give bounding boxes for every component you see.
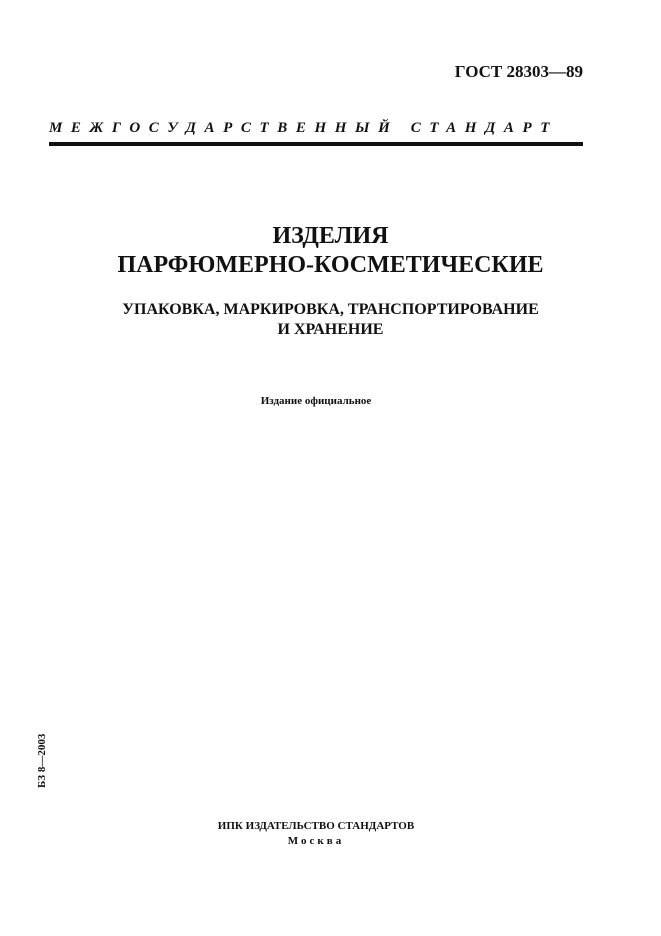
title-line-1: ИЗДЕЛИЯ — [272, 223, 389, 249]
publisher-city: Москва — [287, 835, 345, 847]
header-rule — [49, 142, 583, 146]
side-code: БЗ 8—2003 — [36, 733, 48, 788]
title-line-2: ПАРФЮМЕРНО-КОСМЕТИЧЕСКИЕ — [117, 252, 544, 278]
subtitle-line-2: И ХРАНЕНИЕ — [277, 321, 384, 338]
document-subtitle — [0, 300, 661, 340]
publisher-name: ИПК ИЗДАТЕЛЬСТВО СТАНДАРТОВ — [217, 820, 415, 832]
document-title — [0, 222, 661, 280]
edition-note: Издание официальное — [260, 395, 372, 407]
publisher-block — [0, 819, 632, 849]
gost-number: ГОСТ 28303—89 — [454, 62, 583, 81]
subtitle-line-1: УПАКОВКА, МАРКИРОВКА, ТРАНСПОРТИРОВАНИЕ — [122, 301, 539, 318]
standard-type-heading: МЕЖГОСУДАРСТВЕННЫЙ СТАНДАРТ — [49, 120, 559, 136]
